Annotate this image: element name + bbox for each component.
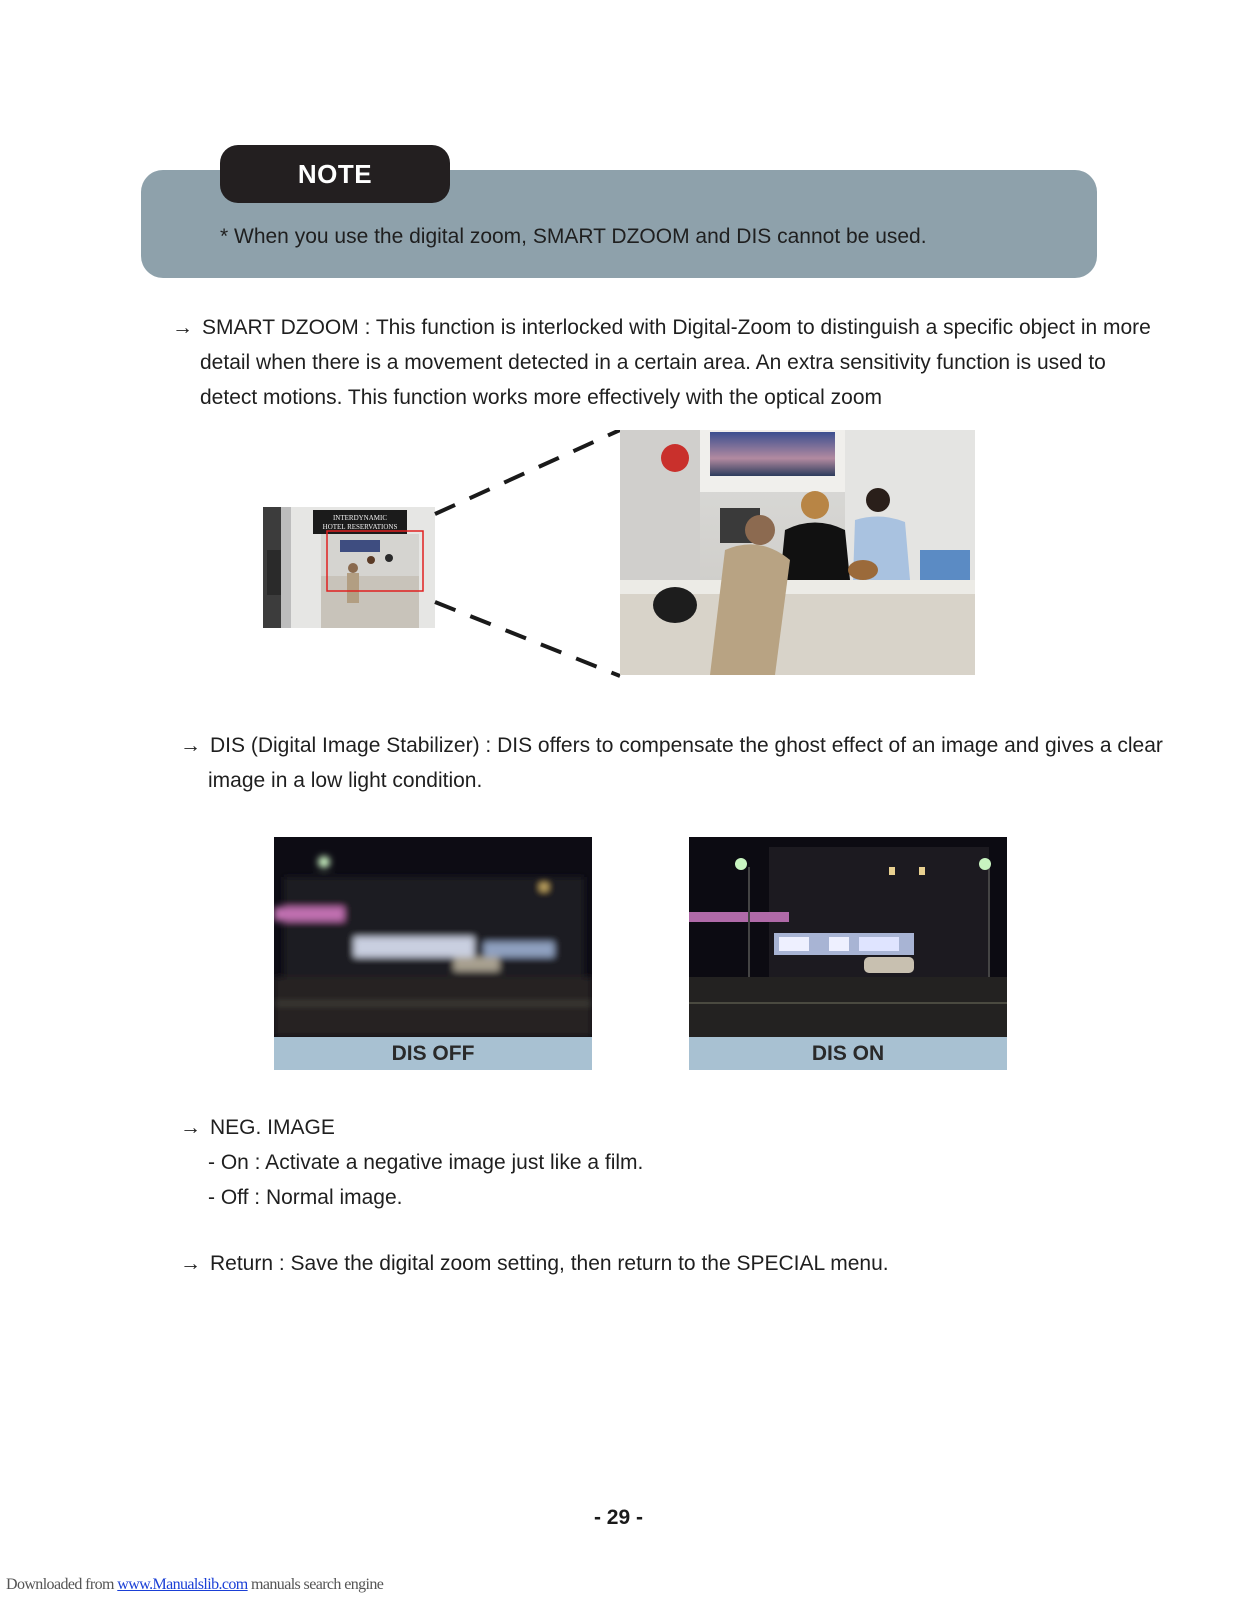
return-section xyxy=(180,1246,889,1281)
return-text: Return : Save the digital zoom setting, then return to the SPECIAL menu. xyxy=(210,1252,889,1275)
neg-image-off: - Off : Normal image. xyxy=(208,1186,403,1209)
arrow-icon: → xyxy=(180,734,201,757)
projection-line-bottom xyxy=(435,602,620,676)
dis-line-1: DIS (Digital Image Stabilizer) : DIS offers to compensate the ghost effect of an image and gives a clear xyxy=(210,734,1163,757)
note-tab: NOTE xyxy=(220,145,450,203)
arrow-icon: → xyxy=(172,316,193,339)
footer xyxy=(6,1576,383,1594)
neg-image-section xyxy=(180,1110,643,1215)
sign-text-2: HOTEL RESERVATIONS xyxy=(322,523,398,531)
sign-text-1: INTERDYNAMIC xyxy=(332,514,388,522)
smart-dzoom-line-1: SMART DZOOM : This function is interlocked with Digital-Zoom to distinguish a specific object in more xyxy=(202,316,1151,339)
footer-suffix: manuals search engine xyxy=(247,1576,384,1593)
note-text: * When you use the digital zoom, SMART DZOOM and DIS cannot be used. xyxy=(220,225,927,248)
smart-dzoom-paragraph xyxy=(172,310,1151,415)
zoom-illustration xyxy=(255,430,995,692)
zoomed-scene-photo xyxy=(620,430,975,675)
footer-prefix: Downloaded from xyxy=(6,1576,118,1593)
smart-dzoom-line-3: detect motions. This function works more effectively with the optical zoom xyxy=(200,386,883,409)
neg-image-on: - On : Activate a negative image just like a film. xyxy=(208,1151,644,1174)
manualslib-link[interactable]: www.Manualslib.com xyxy=(117,1576,248,1593)
neg-image-title: NEG. IMAGE xyxy=(210,1116,335,1139)
projection-line-top xyxy=(435,430,620,514)
small-scene-photo xyxy=(263,507,435,628)
page-number: - 29 - xyxy=(593,1506,643,1529)
dis-off-caption: DIS OFF xyxy=(274,1037,592,1070)
dis-off-photo xyxy=(274,837,592,1037)
dis-on-photo xyxy=(689,837,1007,1037)
dis-line-2: image in a low light condition. xyxy=(208,769,483,792)
dis-on-caption: DIS ON xyxy=(689,1037,1007,1070)
dis-paragraph xyxy=(180,728,1163,798)
arrow-icon: → xyxy=(180,1252,201,1275)
arrow-icon: → xyxy=(180,1116,201,1139)
smart-dzoom-line-2: detail when there is a movement detected in a certain area. An extra sensitivity function is used to xyxy=(200,351,1106,374)
